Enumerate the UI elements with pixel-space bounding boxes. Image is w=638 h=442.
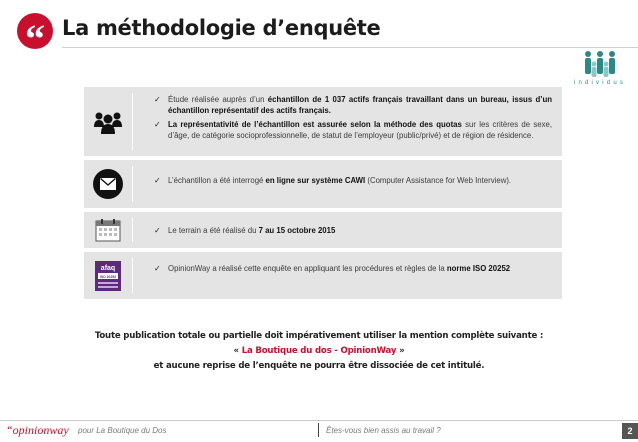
bullet-item: [156, 226, 552, 237]
check-icon: ✓: [154, 226, 161, 235]
check-icon: ✓: [154, 264, 161, 273]
footer-client: pour La Boutique du Dos: [78, 426, 167, 435]
bullet-text-bold: 7 au 15 octobre 2015: [258, 226, 336, 235]
bullet-text: Le terrain a été réalisé du: [168, 226, 259, 235]
people-icon: [93, 110, 123, 134]
calendar-icon: [95, 218, 121, 242]
publication-mention: [60, 344, 578, 359]
svg-text:afaq: afaq: [100, 264, 116, 272]
mail-icon: [93, 169, 123, 199]
bullet-text-bold: La représentativité de l’échantillon est assurée selon la méthode des quotas: [168, 120, 462, 129]
row-divider: [132, 258, 133, 293]
methodology-row-fieldwork: [84, 212, 562, 248]
svg-text:ISO 20252: ISO 20252: [99, 274, 117, 279]
quote-mark-badge: “: [17, 13, 53, 49]
bullet-text: Étude réalisée auprès d’un: [168, 95, 268, 104]
row-icon-cell: [84, 212, 132, 248]
row-icon-cell: [84, 160, 132, 208]
row-divider: [132, 166, 133, 202]
page-title: La méthodologie d’enquête: [62, 16, 381, 40]
mention-quote-close: »: [396, 346, 405, 356]
page-number: 2: [622, 423, 638, 439]
row-body: [156, 264, 552, 279]
bullet-text-bold: en ligne sur système CAWI: [265, 176, 366, 185]
mention-text: La Boutique du dos - OpinionWay: [241, 346, 397, 356]
methodology-row-sample: [84, 87, 562, 156]
opinionway-logo: “opinionway: [6, 423, 69, 437]
bullet-text-bold: norme ISO 20252: [446, 264, 511, 273]
afaq-iso-icon: [95, 261, 121, 291]
check-icon: ✓: [154, 176, 161, 185]
row-body: [156, 95, 552, 145]
methodology-row-mode: [84, 160, 562, 208]
check-icon: ✓: [154, 120, 161, 129]
check-icon: ✓: [154, 95, 161, 104]
row-divider: [132, 93, 133, 150]
row-body: [156, 226, 552, 241]
row-icon-cell: [84, 252, 132, 299]
publication-notice: Toute publication totale ou partielle doit impérativement utiliser la mention complète suivante :: [94, 331, 544, 341]
row-icon-cell: [84, 87, 132, 156]
bullet-item: [156, 120, 552, 141]
footer-separator: [318, 423, 319, 437]
mention-quote-open: «: [233, 346, 242, 356]
bullet-text: (Computer Assistance for Web Interview).: [365, 176, 512, 185]
publication-notice-end: et aucune reprise de l’enquête ne pourra être dissociée de cet intitulé.: [153, 361, 485, 371]
footer-divider: [0, 420, 638, 421]
bullet-text: OpinionWay a réalisé cette enquête en appliquant les procédures et règles de la: [168, 264, 447, 273]
bullet-text-bold: échantillon de 1 037 actifs français travaillant dans un bureau, issus d’un échantillon représentatif des actifs français.: [168, 95, 552, 115]
bullet-text: sur les critères de sexe, d’âge, de catégorie socioprofessionnelle, de statut de l’employeur (public/privé) et de région de résidence.: [168, 120, 553, 140]
bullet-item: [156, 176, 552, 187]
title-divider: [62, 47, 638, 48]
row-divider: [132, 218, 133, 242]
row-body: [156, 176, 552, 191]
methodology-row-iso: [84, 252, 562, 299]
bullet-text: L’échantillon a été interrogé: [168, 176, 266, 185]
footer-study-title: Êtes-vous bien assis au travail ?: [326, 426, 441, 435]
bullet-item: [156, 95, 552, 116]
bullet-item: [156, 264, 552, 275]
corner-logo-label: individus: [573, 80, 627, 86]
